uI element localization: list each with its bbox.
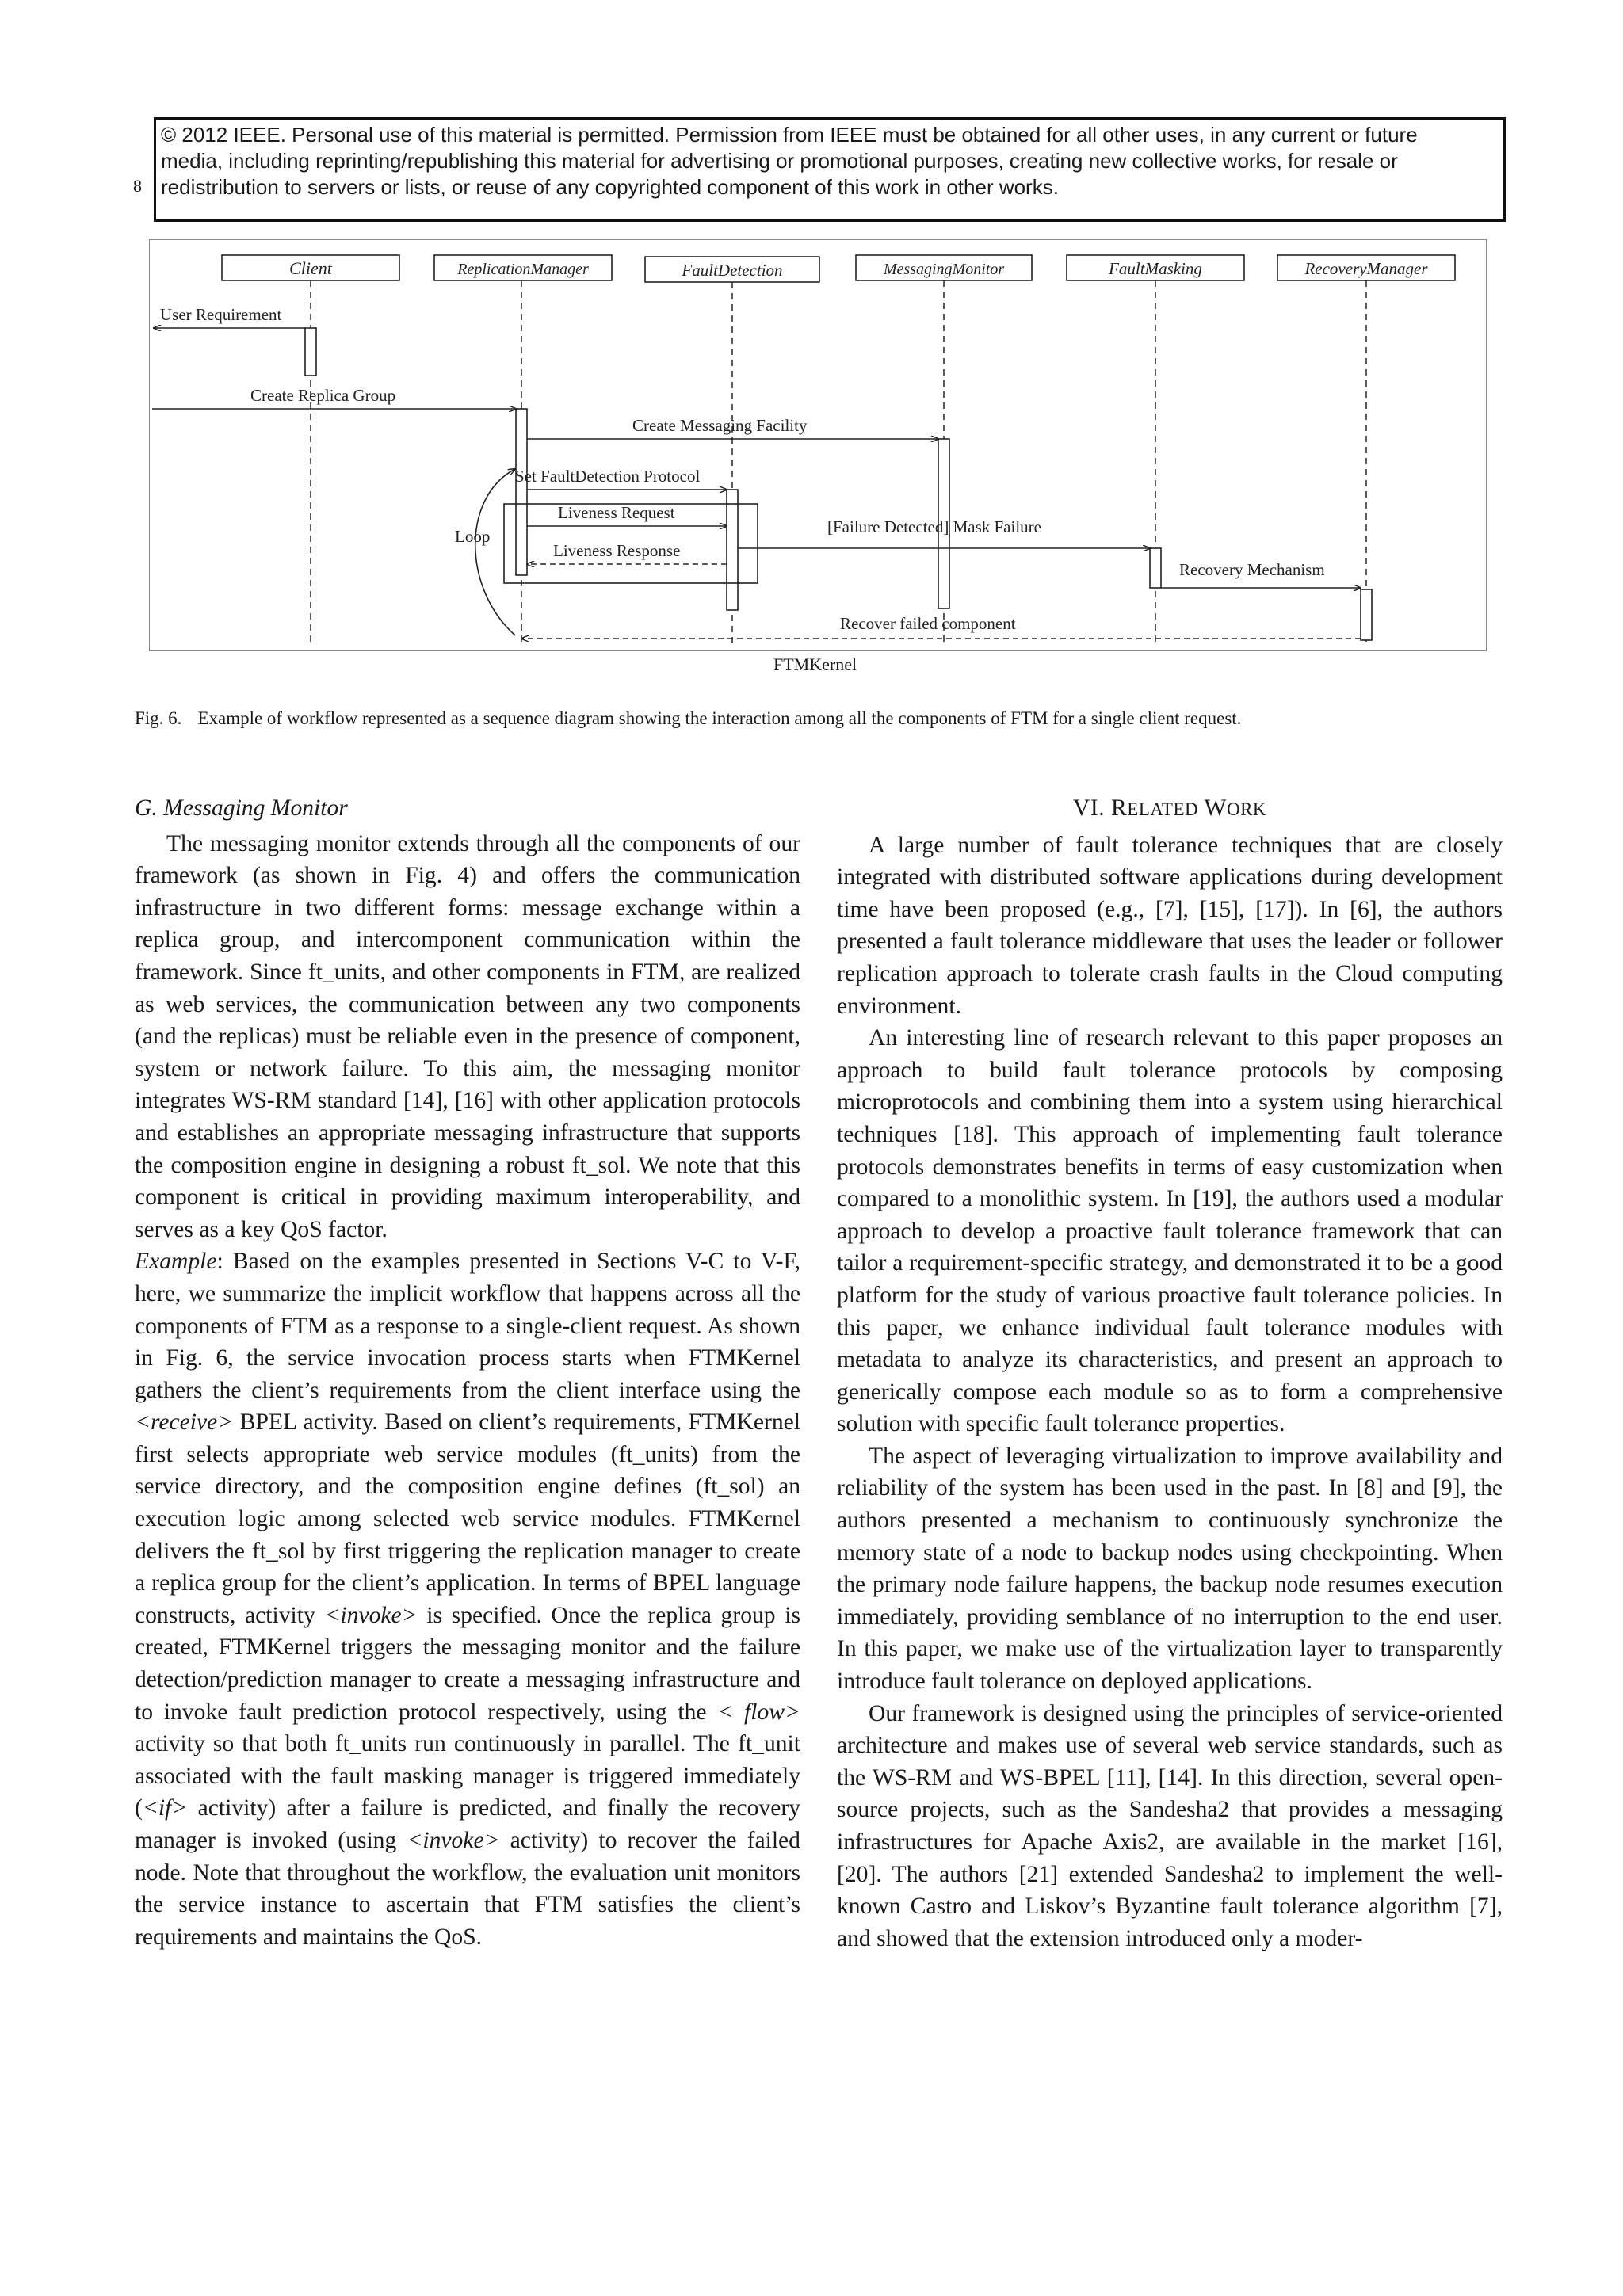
msg-label-mask-failure: [Failure Detected] Mask Failure [827, 517, 1041, 536]
code-flow: < flow> [717, 1699, 801, 1725]
msg-label-create-replica-group: Create Replica Group [250, 386, 396, 405]
section-heading-messaging-monitor: G. Messaging Monitor [135, 795, 348, 821]
activation-client [305, 328, 316, 376]
loop-label: Loop [455, 527, 491, 546]
msg-label-liveness-response: Liveness Response [553, 541, 681, 560]
activation-replication-manager [516, 409, 527, 575]
paragraph: An interesting line of research relevant to this paper proposes an approach to build fault tolerance protocols by composing microprotocols and combining them into a system using hierarchical techniques [18]. This approach of implementing fault tolerance protocols demonstrates benefits in terms of easy customization when compared to a monolithic system. In [19], the authors used a modular approach to develop a proactive fault tolerance framework that can tailor a requirement-specific strategy, and demonstrated it to be a good platform for the study of various proactive fault tolerance policies. In this paper, we enhance individual fault tolerance modules with metadata to analyze its characteristics, and present an approach to generically compose each module so as to form a comprehensive solution with specific fault tolerance properties. [837, 1025, 1503, 1437]
section-number: VI. [1072, 795, 1106, 821]
lifeline-label-client: Client [289, 258, 332, 278]
paragraph: A large number of fault tolerance techniques that are closely integrated with distributed software applications during development time have been proposed (e.g., [7], [15], [17]). In [6], the authors presented a fault tolerance middleware that uses the leader or follower replication approach to tolerate crash faults in the Cloud computing environment. [837, 832, 1503, 1019]
copyright-line: media, including reprinting/republishing this material for advertising or promotional purposes, creating new collective works, for resale or [161, 149, 1398, 173]
lifeline-label-replication-manager: ReplicationManager [457, 261, 589, 278]
page-number: 8 [133, 176, 142, 196]
code-invoke: <invoke> [324, 1602, 418, 1628]
code-receive: <receive> [135, 1409, 234, 1436]
msg-label-recover-failed-component: Recover failed component [840, 614, 1016, 633]
activation-fault-masking [1150, 548, 1161, 588]
text-run: activity so that both ft_units run continuously in parallel. The ft_unit associated with the fault masking manager is triggered immediately ( [135, 1731, 800, 1821]
lifeline-label-recovery-manager: RecoveryManager [1304, 259, 1428, 278]
code-invoke: <invoke> [407, 1828, 500, 1853]
activation-recovery-manager [1361, 589, 1372, 640]
figure-caption [135, 708, 1490, 729]
frame-label: FTMKernel [773, 654, 857, 674]
section-heading-related-work [837, 792, 1503, 826]
copyright-line: redistribution to servers or lists, or reuse of any copyrighted component of this work in other works. [161, 175, 1059, 199]
copyright-notice [154, 117, 1506, 222]
ftmkernel-frame [149, 239, 1487, 651]
sequence-diagram [149, 239, 1487, 651]
lifeline-recovery-manager [1277, 255, 1455, 643]
figure-caption-text: Example of workflow represented as a sequence diagram showing the interaction among all the components of FTM for a single client request. [197, 708, 1242, 728]
figure-label: Fig. 6. [135, 708, 182, 728]
lifeline-label-messaging-monitor: MessagingMonitor [883, 261, 1005, 278]
msg-label-set-fd-protocol: Set FaultDetection Protocol [515, 467, 701, 486]
text-run: BPEL activity. Based on client’s requirements, FTMKernel first selects appropriate web service modules (ft_units) from the service directory, and the composition engine defines (ft_sol) an execution logic among selected web service modules. FTMKernel delivers the ft_sol by first triggering the replication manager to create a replica group for the client’s application. In terms of BPEL language constructs, activity [135, 1409, 800, 1628]
heading-cap: R [1111, 795, 1128, 821]
activation-fault-detection [727, 490, 738, 610]
left-column [135, 792, 800, 1953]
loop-arrow [475, 469, 515, 635]
text-run: is specified. Once the replica group is created, FTMKernel triggers the messaging monitor and the failure detection/prediction manager to create a messaging infrastructure and to invoke fault prediction protocol respectively, using the [135, 1602, 800, 1725]
paragraph: The aspect of leveraging virtualization to improve availability and reliability of the system has been used in the past. In [8] and [9], the authors presented a mechanism to continuously synchronize the memory state of a node to backup nodes using checkpointing. When the primary node failure happens, the backup node resumes execution immediately, providing semblance of no interruption to the end user. In this paper, we make use of the virtualization layer to transparently introduce fault tolerance on deployed applications. [837, 1443, 1503, 1695]
lifeline-label-fault-masking: FaultMasking [1109, 259, 1202, 278]
text-run: activity) to recover the failed node. Note that throughout the workflow, the evaluation unit monitors the service instance to ascertain that FTM satisfies the client’s requirements and maintains the QoS. [135, 1828, 800, 1950]
lifeline-label-fault-detection: FaultDetection [682, 261, 783, 280]
msg-label-liveness-request: Liveness Request [558, 503, 675, 522]
msg-label-create-messaging-facility: Create Messaging Facility [632, 416, 808, 435]
paragraph: Our framework is designed using the principles of service-oriented architecture and makes use of several web service standards, such as the WS-RM and WS-BPEL [11], [14]. In this direction, several open-source projects, such as the Sandesha2 that provides a messaging infrastructures for Apache Axis2, are available in the market [16], [20]. The authors [21] extended Sandesha2 to implement the well-known Castro and Liskov’s Byzantine fault tolerance algorithm [7], and showed that the extension introduced only a moder- [837, 1700, 1503, 1951]
heading-smallcaps: ORK [1226, 799, 1267, 819]
text-run: activity) after a failure is predicted, and finally the recovery manager is invoked (using [135, 1795, 800, 1853]
text-run: : Based on the examples presented in Sections V-C to V-F, here, we summarize the implicit workflow that happens across all the components of FTM as a response to a single-client request. As shown in Fig. 6, the service invocation process starts when FTMKernel gathers the client’s requirements from the client interface using the [135, 1249, 800, 1403]
heading-smallcaps: ELATED [1127, 799, 1199, 819]
msg-label-recovery-mechanism: Recovery Mechanism [1179, 560, 1325, 579]
code-if: <if> [142, 1795, 188, 1821]
example-label: Example [135, 1249, 217, 1275]
heading-cap: W [1204, 795, 1227, 821]
right-column [837, 792, 1503, 1955]
msg-label-user-requirement: User Requirement [160, 305, 282, 324]
paragraph-example [135, 1245, 800, 1953]
paragraph: The messaging monitor extends through all the components of our framework (as shown in Fig. 4) and offers the communication infrastructure in two different forms: message exchange within a replica group, and intercomponent communication within the framework. Since ft_units, and other components in FTM, are realized as web services, the communication between any two components (and the replicas) must be reliable even in the presence of component, system or network failure. To this aim, the messaging monitor integrates WS-RM standard [14], [16] with other application protocols and establishes an appropriate messaging infrastructure that supports the composition engine in designing a robust ft_sol. We note that this component is critical in providing maximum interoperability, and serves as a key QoS factor. [135, 830, 800, 1242]
copyright-line: © 2012 IEEE. Personal use of this material is permitted. Permission from IEEE must be obtained for all other uses, in any current or future [161, 123, 1418, 147]
